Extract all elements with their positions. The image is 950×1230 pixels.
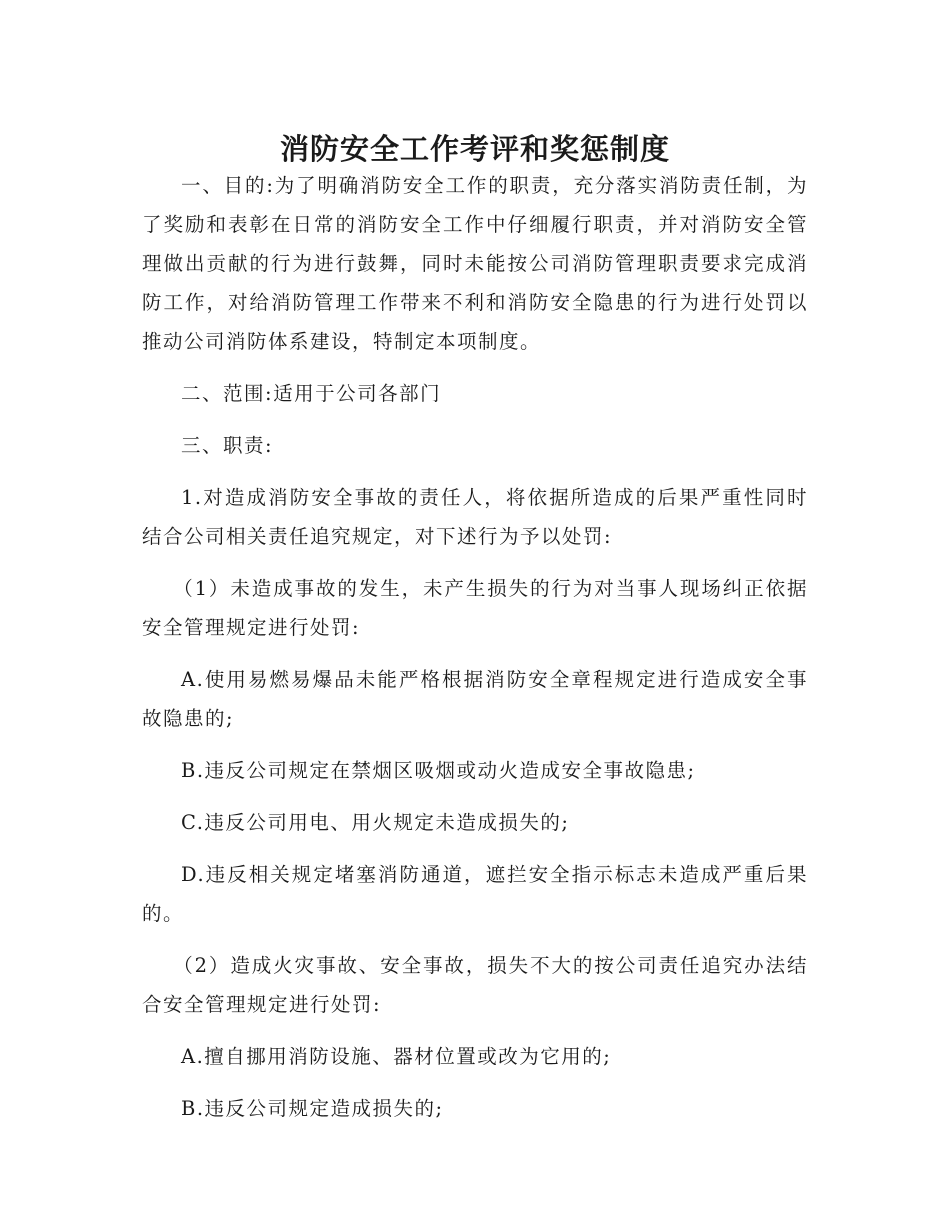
list-item-1a: A.使用易燃易爆品未能严格根据消防安全章程规定进行造成安全事故隐患的; <box>142 668 808 730</box>
paragraph-duty-1: 1.对造成消防安全事故的责任人，将依据所造成的后果严重性同时结合公司相关责任追究规定，对下述行为予以处罚: <box>142 486 808 548</box>
paragraph-case-2: （2）造成火灾事故、安全事故，损失不大的按公司责任追究办法结合安全管理规定进行处罚: <box>142 954 808 1016</box>
paragraph-scope: 二、范围:适用于公司各部门 <box>181 382 442 405</box>
list-item-2a: A.擅自挪用消防设施、器材位置或改为它用的; <box>181 1045 612 1068</box>
paragraph-case-1: （1）未造成事故的发生，未产生损失的行为对当事人现场纠正依据安全管理规定进行处罚: <box>142 577 808 639</box>
list-item-1b: B.违反公司规定在禁烟区吸烟或动火造成安全事故隐患; <box>181 759 696 782</box>
paragraph-purpose: 一、目的:为了明确消防安全工作的职责，充分落实消防责任制，为了奖励和表彰在日常的消防安全工作中仔细履行职责，并对消防安全管理做出贡献的行为进行鼓舞，同时未能按公司消防管理职责要求完成消防工作，对给消防管理工作带来不利和消防安全隐患的行为进行处罚以推动公司消防体系建设，特制定本项制度。 <box>142 174 808 353</box>
list-item-1d: D.违反相关规定堵塞消防通道，遮拦安全指示标志未造成严重后果的。 <box>142 863 808 925</box>
paragraph-duties-heading: 三、职责: <box>181 434 274 457</box>
document-title: 消防安全工作考评和奖惩制度 <box>279 132 670 167</box>
list-item-2b: B.违反公司规定造成损失的; <box>181 1097 444 1120</box>
document-body <box>142 166 808 1128</box>
list-item-1c: C.违反公司用电、用火规定未造成损失的; <box>181 811 570 834</box>
